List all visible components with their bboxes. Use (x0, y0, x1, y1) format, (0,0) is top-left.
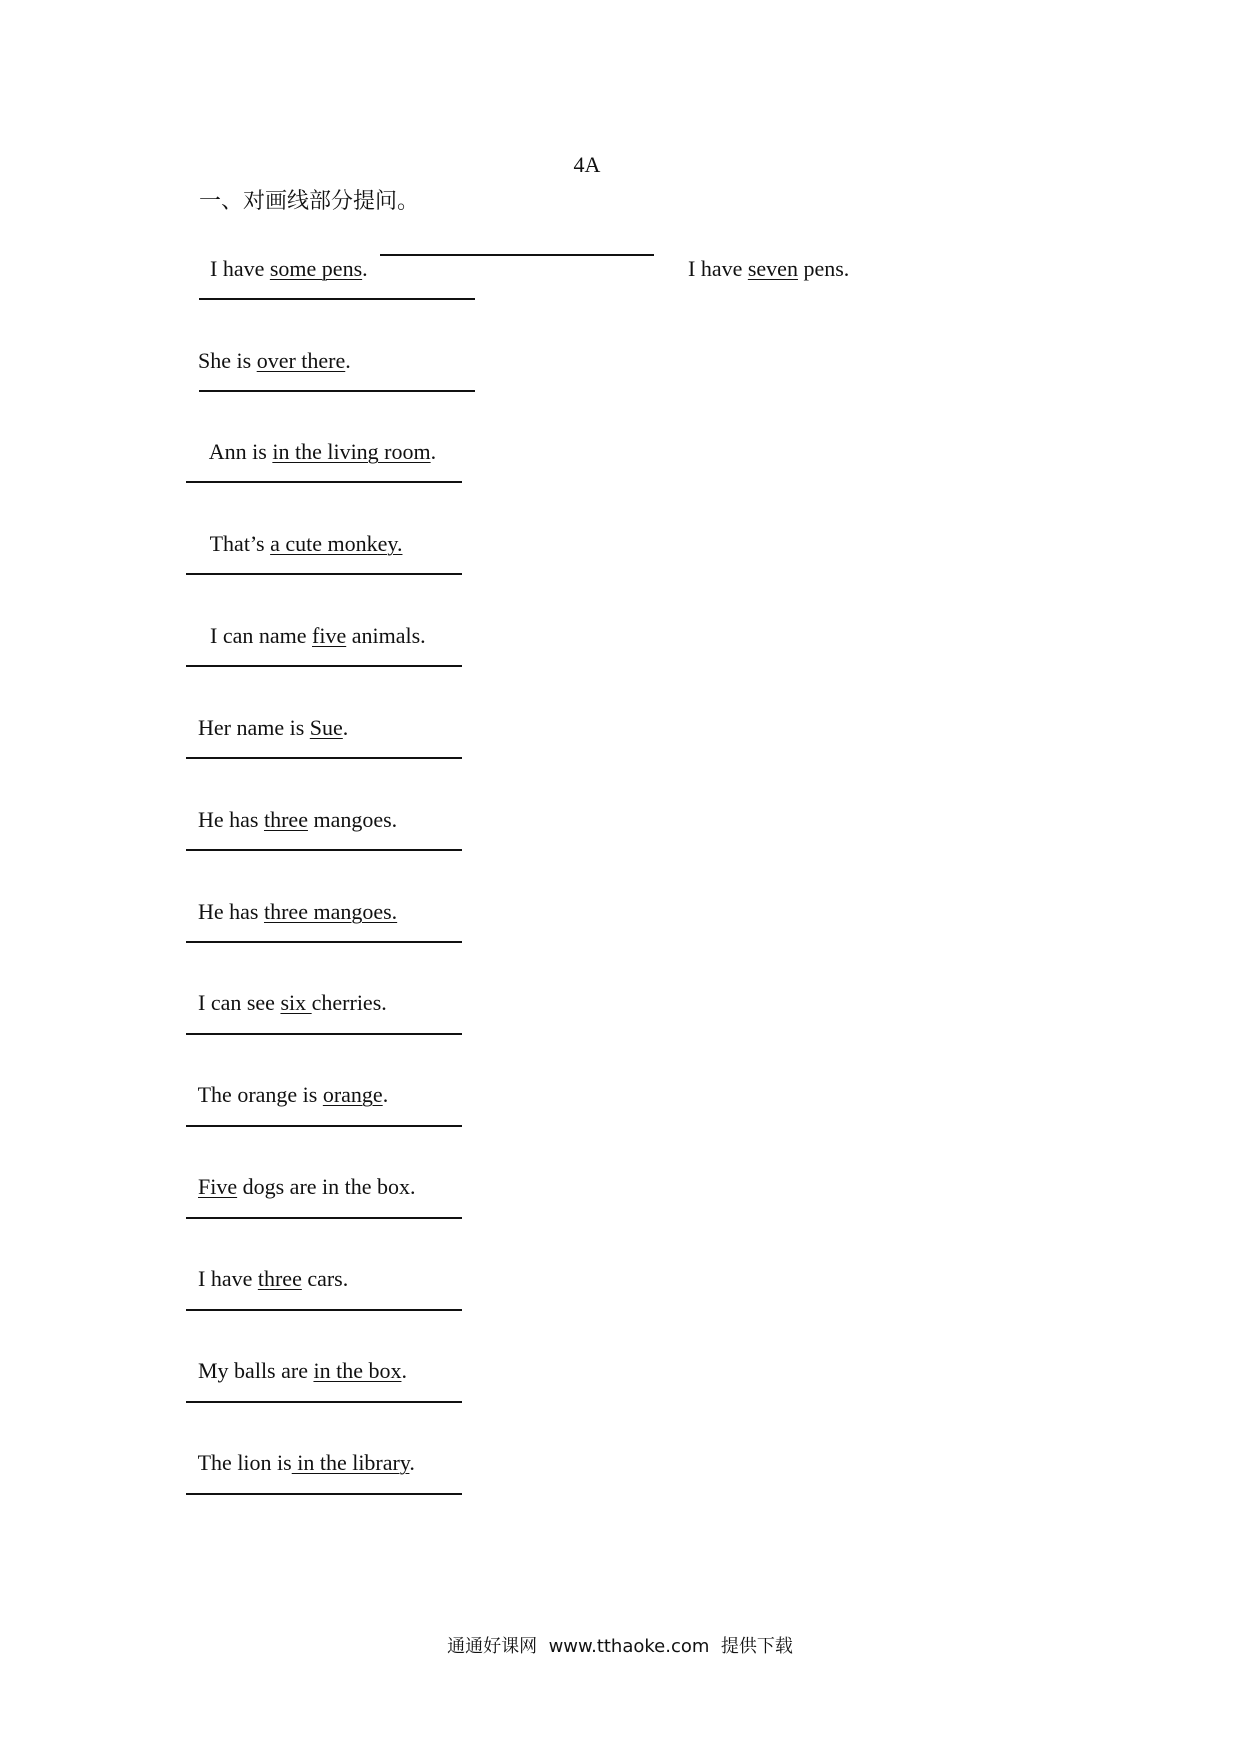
question-text: I have (210, 256, 270, 281)
question-11 (187, 1056, 388, 1108)
question-13 (187, 1240, 348, 1292)
question-text: I can name (210, 623, 312, 648)
question-text: . (430, 439, 437, 464)
question-text: She is (198, 348, 257, 373)
question-text: cherries. (311, 990, 387, 1015)
answer-blank[interactable] (186, 1401, 462, 1403)
question-text: I have (198, 1266, 258, 1291)
page-title: 4A (573, 152, 601, 177)
underlined-part: Five (198, 1174, 238, 1199)
answer-blank[interactable] (186, 941, 462, 943)
question-text: That’s (209, 531, 271, 556)
question-text: mangoes. (307, 807, 398, 832)
question-text: . (382, 1082, 389, 1107)
answer-blank[interactable] (186, 849, 462, 851)
question-7 (187, 689, 348, 741)
question-1 (199, 230, 368, 282)
answer-blank[interactable] (186, 1217, 462, 1219)
underlined-part: some pens (269, 256, 363, 281)
underlined-part: in the box (313, 1358, 402, 1383)
answer-blank[interactable] (186, 1033, 462, 1035)
question-text: . (345, 348, 351, 373)
question-text: . (401, 1358, 407, 1383)
underlined-part: Sue (309, 715, 343, 740)
question-text: I have (688, 256, 748, 281)
question-text: . (342, 715, 349, 740)
answer-blank[interactable] (186, 481, 462, 483)
question-10 (187, 964, 387, 1016)
underlined-part: a cute monkey. (270, 531, 403, 556)
underlined-part: six (280, 990, 312, 1015)
question-text: He has (198, 807, 264, 832)
question-text: dogs are in the box. (237, 1174, 416, 1199)
underlined-part: three mangoes. (263, 899, 398, 924)
question-text: pens. (797, 256, 850, 281)
answer-blank[interactable] (186, 1309, 462, 1311)
question-5 (199, 505, 402, 557)
answer-blank[interactable] (199, 298, 475, 300)
page-footer: 通通好课网 www.tthaoke.com 提供下载 (447, 1636, 793, 1657)
question-text: He has (198, 899, 264, 924)
answer-blank[interactable] (186, 573, 462, 575)
underlined-part: five (312, 623, 347, 648)
underlined-part: in the library (291, 1450, 410, 1475)
question-text: cars. (301, 1266, 349, 1291)
question-text: My balls are (198, 1358, 314, 1383)
underlined-part: in the living room (272, 439, 431, 464)
answer-blank[interactable] (199, 390, 475, 392)
answer-blank[interactable] (380, 254, 654, 256)
question-text: Her name is (198, 715, 310, 740)
section-heading: 一、对画线部分提问。 (199, 189, 420, 214)
question-2 (677, 230, 849, 282)
question-12 (187, 1148, 416, 1200)
question-3 (187, 322, 351, 374)
underlined-part: orange (322, 1082, 383, 1107)
underlined-part: seven (747, 256, 798, 281)
question-14 (187, 1332, 407, 1384)
underlined-part: three (263, 807, 308, 832)
question-15 (187, 1424, 415, 1476)
question-9 (187, 873, 397, 925)
underlined-part: three (257, 1266, 302, 1291)
answer-blank[interactable] (186, 1493, 462, 1495)
question-text: The orange is (197, 1082, 323, 1107)
question-4 (199, 413, 436, 465)
answer-blank[interactable] (186, 757, 462, 759)
answer-blank[interactable] (186, 1125, 462, 1127)
question-text: . (362, 256, 368, 281)
question-text: I can see (198, 990, 281, 1015)
question-text: The lion is (197, 1450, 292, 1475)
question-text: Ann is (208, 439, 273, 464)
question-text: . (409, 1450, 415, 1475)
underlined-part: over there (256, 348, 346, 373)
question-6 (199, 597, 426, 649)
question-text: animals. (346, 623, 426, 648)
question-8 (187, 781, 397, 833)
answer-blank[interactable] (186, 665, 462, 667)
